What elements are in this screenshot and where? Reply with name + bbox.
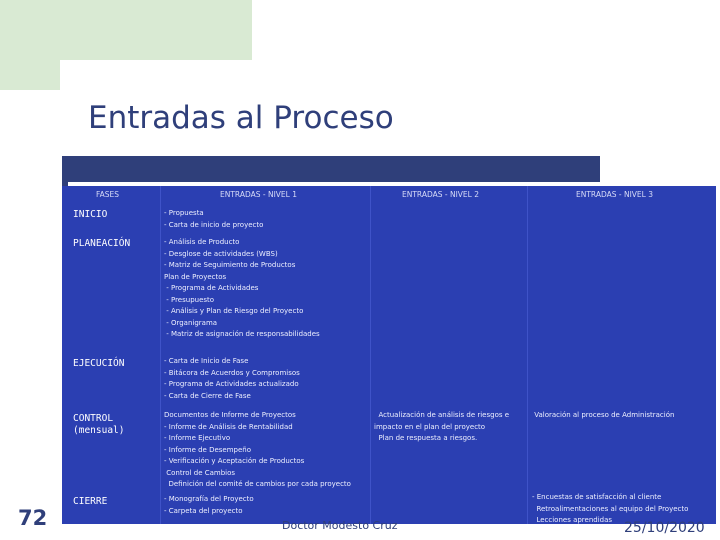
phase-ejecucion: EJECUCIÓN: [73, 358, 125, 369]
control-level-2: Actualización de análisis de riesgos e impacto en el plan del proyecto Plan de respuesta a riesgos.: [374, 411, 510, 442]
slide-number: 72: [18, 506, 48, 530]
title-rule: [62, 156, 600, 182]
phase-inicio: INICIO: [73, 209, 108, 220]
column-divider: [160, 186, 161, 524]
column-divider: [527, 186, 528, 524]
footer-date: 25/10/2020: [624, 520, 705, 536]
header-level-1: ENTRADAS - NIVEL 1: [220, 190, 298, 199]
header-level-2: ENTRADAS - NIVEL 2: [402, 190, 480, 199]
header-phases: FASES: [96, 190, 120, 199]
cierre-level-1: - Monografía del Proyecto - Carpeta del proyecto: [164, 495, 254, 515]
phase-planeacion: PLANEACIÓN: [73, 238, 131, 249]
footer-author: Doctor Modesto Cruz: [282, 519, 398, 532]
inputs-table: [62, 186, 716, 524]
control-level-3: Valoración al proceso de Administración: [532, 411, 675, 419]
phase-cierre: CIERRE: [73, 496, 108, 507]
control-level-1: Documentos de Informe de Proyectos - Informe de Análisis de Rentabilidad - Informe Ejecutivo - Informe de Desempeño - Verificación y Aceptación de Productos Control de Cambios Definición del comité de cambios por cada proyecto: [164, 411, 351, 488]
planeacion-level-1: - Análisis de Producto - Desglose de actividades (WBS) - Matriz de Seguimiento de Productos Plan de Proyectos - Programa de Actividades - Presupuesto - Análisis y Plan de Riesgo del Proyecto - Organigrama - Matriz de asignación de responsabilidades: [164, 238, 320, 338]
cierre-level-3: - Encuestas de satisfacción al cliente Retroalimentaciones al equipo del Proyecto Lecciones aprendidas: [532, 493, 689, 524]
ejecucion-level-1: - Carta de Inicio de Fase - Bitácora de Acuerdos y Compromisos - Programa de Actividades actualizado - Carta de Cierre de Fase: [164, 357, 300, 400]
column-divider: [370, 186, 371, 524]
slide-title: Entradas al Proceso: [88, 100, 394, 136]
phase-control: CONTROL (mensual): [73, 413, 125, 436]
inicio-level-1: - Propuesta - Carta de inicio de proyecto: [164, 209, 264, 229]
header-level-3: ENTRADAS - NIVEL 3: [576, 190, 654, 199]
